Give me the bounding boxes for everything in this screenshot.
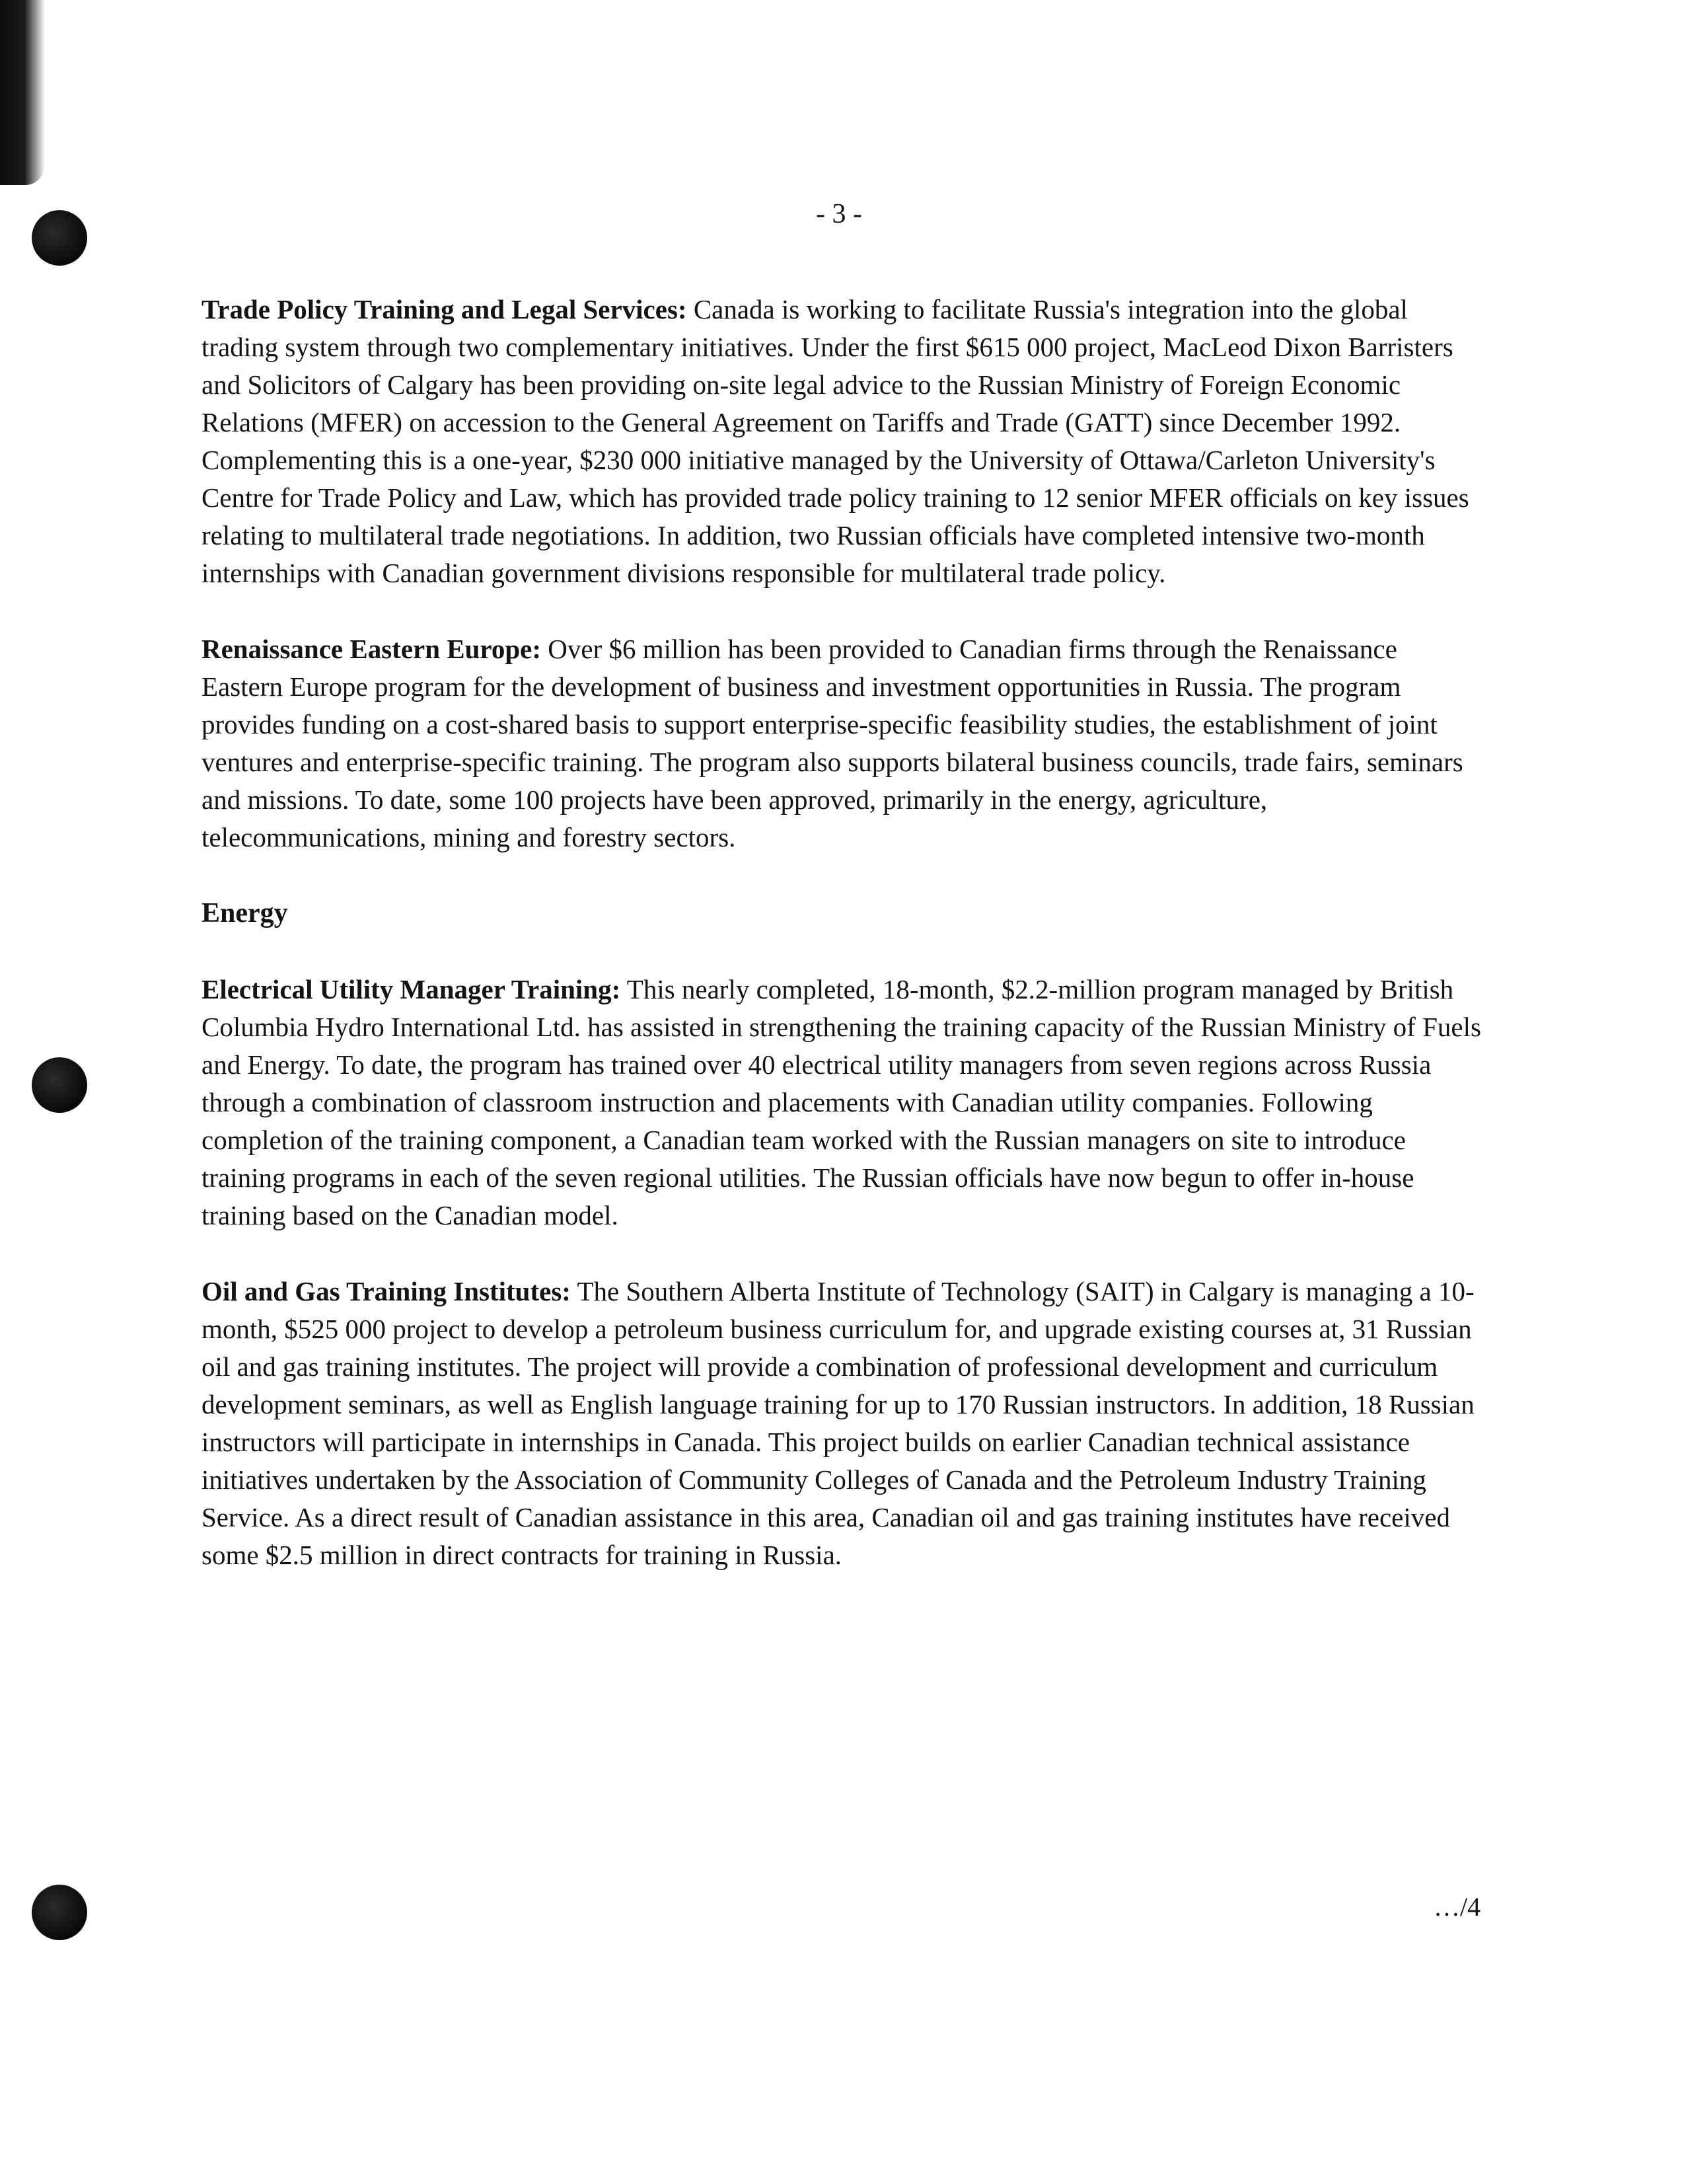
paragraph-text: Canada is working to facilitate Russia's integration into the global trading system through two complementary initiatives. Under the first $615 000 project, MacLeod Dixon Barristers and Solicitors of Calgary has been providing on-site legal advice to the Russian Ministry of Foreign Economic Relations (MFER) on accession to the General Agreement on Tariffs and Trade (GATT) since December 1992. Complementing this is a one-year, $230 000 initiative managed by the University of Ottawa/Carleton University's Centre for Trade Policy and Law, which has provided trade policy training to 12 senior MFER officials on key issues relating to multilateral trade negotiations. In addition, two Russian officials have completed intensive two-month internships with Canadian government divisions responsible for multilateral trade policy. <box>201 294 1469 588</box>
paragraph-heading: Trade Policy Training and Legal Services: <box>201 294 687 324</box>
paragraph-renaissance <box>201 630 1483 856</box>
binder-hole-top <box>32 210 87 266</box>
paragraph-text: Over $6 million has been provided to Canadian firms through the Renaissance Eastern Europe program for the development of business and investment opportunities in Russia. The program provides funding on a cost-shared basis to support enterprise-specific feasibility studies, the establishment of joint ventures and enterprise-specific training. The program also supports bilateral business councils, trade fairs, seminars and missions. To date, some 100 projects have been approved, primarily in the energy, agriculture, telecommunications, mining and forestry sectors. <box>201 634 1463 852</box>
paragraph-trade-policy <box>201 291 1483 592</box>
paragraph-electrical-utility <box>201 971 1483 1234</box>
paragraph-text: This nearly completed, 18-month, $2.2-million program managed by British Columbia Hydro International Ltd. has assisted in strengthening the training capacity of the Russian Ministry of Fuels and Energy. To date, the program has trained over 40 electrical utility managers from seven regions across Russia through a combination of classroom instruction and placements with Canadian utility companies. Following completion of the training component, a Canadian team worked with the Russian managers on site to introduce training programs in each of the seven regional utilities. The Russian officials have now begun to offer in-house training based on the Canadian model. <box>201 974 1481 1230</box>
scan-edge-mark <box>0 0 45 185</box>
paragraph-heading: Renaissance Eastern Europe: <box>201 634 542 664</box>
section-heading-energy: Energy <box>201 898 288 928</box>
paragraph-text: The Southern Alberta Institute of Technology (SAIT) in Calgary is managing a 10-month, $525 000 project to develop a petroleum business curriculum for, and upgrade existing courses at, 31 Russian oil and gas training institutes. The project will provide a combination of professional development and curriculum development seminars, as well as English language training for up to 170 Russian instructors. In addition, 18 Russian instructors will participate in internships in Canada. This project builds on earlier Canadian technical assistance initiatives undertaken by the Association of Community Colleges of Canada and the Petroleum Industry Training Service. As a direct result of Canadian assistance in this area, Canadian oil and gas training institutes have received some $2.5 million in direct contracts for training in Russia. <box>201 1276 1475 1570</box>
paragraph-oil-gas <box>201 1273 1483 1574</box>
paragraph-heading: Oil and Gas Training Institutes: <box>201 1276 571 1306</box>
page-number: - 3 - <box>816 199 862 229</box>
document-body <box>201 291 1483 1612</box>
binder-hole-middle <box>32 1057 87 1113</box>
continuation-marker: …/4 <box>1434 1892 1481 1922</box>
paragraph-heading: Electrical Utility Manager Training: <box>201 974 621 1004</box>
binder-hole-bottom <box>32 1885 87 1940</box>
